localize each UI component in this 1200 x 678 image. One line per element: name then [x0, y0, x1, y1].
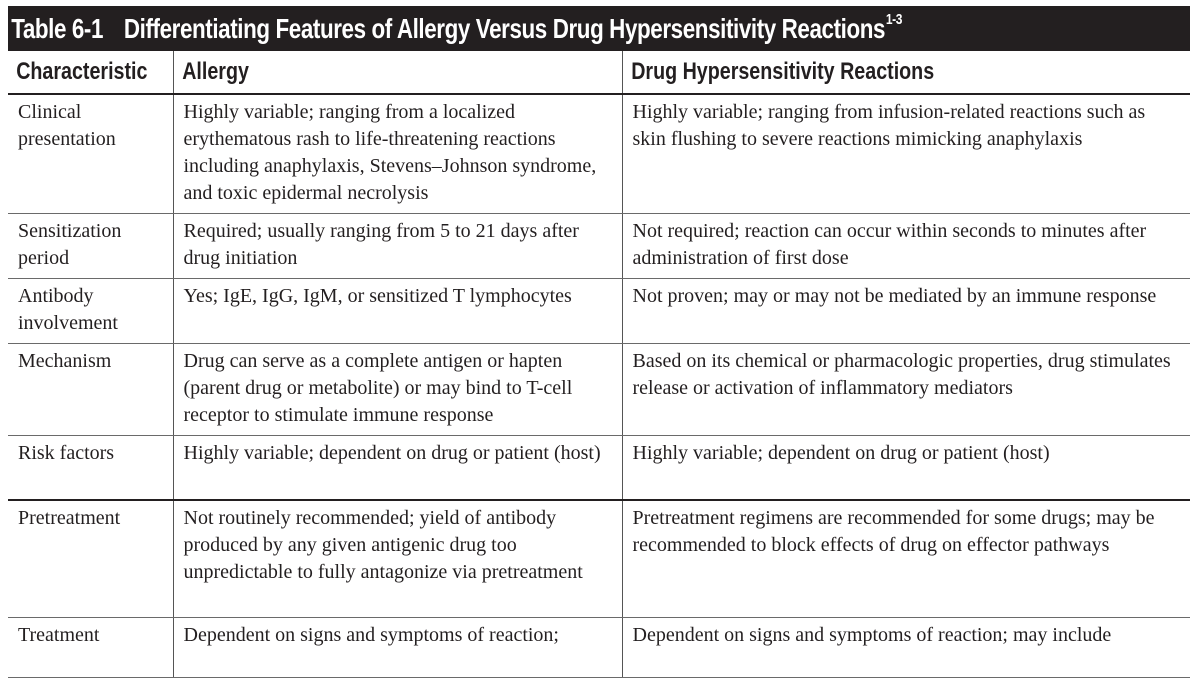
- cell-characteristic: Sensitization period: [8, 214, 173, 279]
- cell-hypersensitivity: Highly variable; dependent on drug or patient (host): [622, 436, 1190, 500]
- reference-superscript: 1-3: [885, 10, 903, 28]
- table-row: [8, 436, 1190, 500]
- cell-allergy: Dependent on signs and symptoms of reaction;: [173, 618, 622, 678]
- cell-hypersensitivity: Highly variable; ranging from infusion-related reactions such as skin flushing to severe reactions mimicking anaphylaxis: [622, 94, 1190, 214]
- table-title-bar: [8, 6, 1190, 51]
- cell-characteristic: Risk factors: [8, 436, 173, 500]
- table-row: [8, 214, 1190, 279]
- table-row: [8, 618, 1190, 678]
- cell-allergy: Yes; IgE, IgG, IgM, or sensitized T lymphocytes: [173, 279, 622, 344]
- table-title-text: Differentiating Features of Allergy Versus Drug Hypersensitivity Reactions: [123, 12, 886, 44]
- cell-hypersensitivity: Not proven; may or may not be mediated by an immune response: [622, 279, 1190, 344]
- cell-hypersensitivity: Dependent on signs and symptoms of reaction; may include: [622, 618, 1190, 678]
- cell-allergy: Drug can serve as a complete antigen or hapten (parent drug or metabolite) or may bind to T-cell receptor to stimulate immune response: [173, 344, 622, 436]
- table-row: [8, 500, 1190, 618]
- column-header-characteristic: Characteristic: [8, 51, 173, 94]
- cell-characteristic: Pretreatment: [8, 500, 173, 618]
- cell-hypersensitivity: Pretreatment regimens are recommended for some drugs; may be recommended to block effects of drug on effector pathways: [622, 500, 1190, 618]
- cell-allergy: Highly variable; dependent on drug or patient (host): [173, 436, 622, 500]
- cell-allergy: Required; usually ranging from 5 to 21 days after drug initiation: [173, 214, 622, 279]
- cell-hypersensitivity: Based on its chemical or pharmacologic properties, drug stimulates release or activation of inflammatory mediators: [622, 344, 1190, 436]
- cell-hypersensitivity: Not required; reaction can occur within seconds to minutes after administration of first dose: [622, 214, 1190, 279]
- table-row: [8, 94, 1190, 214]
- table-row: [8, 279, 1190, 344]
- column-header-allergy: Allergy: [173, 51, 622, 94]
- cell-characteristic: Antibody involvement: [8, 279, 173, 344]
- cell-allergy: Highly variable; ranging from a localized erythematous rash to life-threatening reactions including anaphylaxis, Stevens–Johnson syndrome, and toxic epidermal necrolysis: [173, 94, 622, 214]
- cell-allergy: Not routinely recommended; yield of antibody produced by any given antigenic drug too unpredictable to fully antagonize via pretreatment: [173, 500, 622, 618]
- table-number: Table 6-1: [11, 12, 104, 44]
- data-table: [8, 51, 1190, 678]
- header-row: [8, 51, 1190, 94]
- table-row: [8, 344, 1190, 436]
- column-header-hypersensitivity: Drug Hypersensitivity Reactions: [622, 51, 1190, 94]
- comparison-table: [8, 6, 1190, 678]
- cell-characteristic: Clinical presentation: [8, 94, 173, 214]
- cell-characteristic: Treatment: [8, 618, 173, 678]
- cell-characteristic: Mechanism: [8, 344, 173, 436]
- table-title: [8, 10, 903, 45]
